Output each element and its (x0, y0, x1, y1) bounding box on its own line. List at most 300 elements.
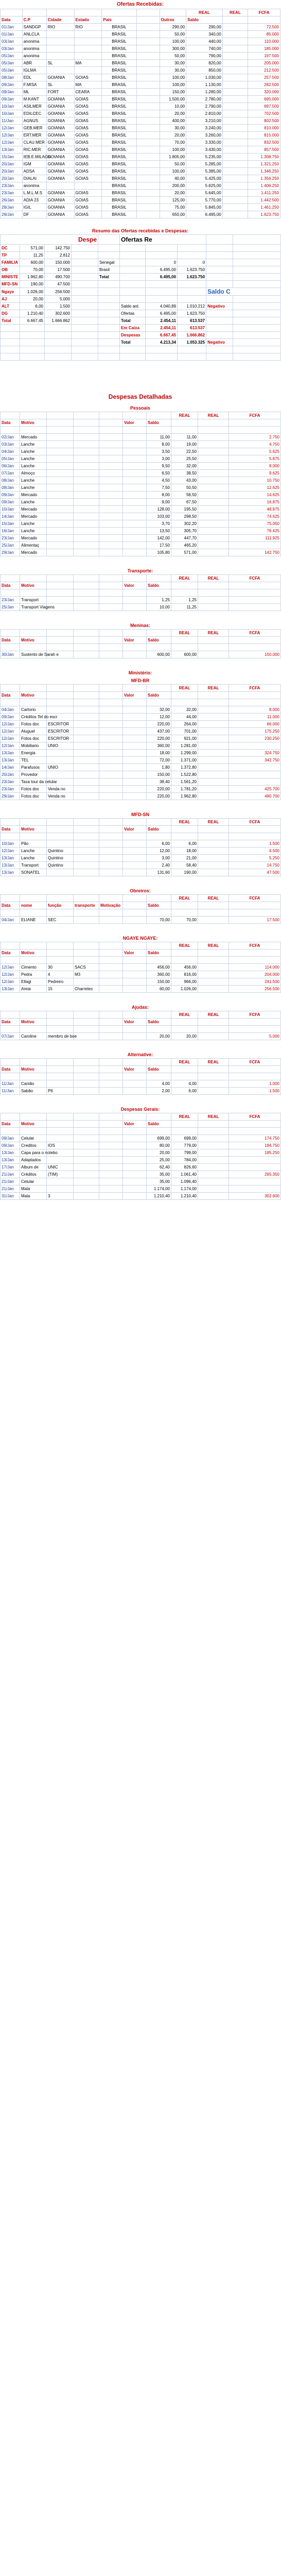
summary-row (1, 274, 281, 281)
offer-country: BRASIL (102, 60, 136, 67)
header-real-1: REAL (171, 942, 198, 950)
row-date: 12/Jan (1, 971, 20, 978)
summary-row (1, 259, 281, 266)
offer-date: 09/Jan (1, 81, 23, 89)
row-balance: 4,00 (171, 1080, 198, 1088)
summary-row (1, 245, 281, 252)
row-balance: 600,00 (171, 651, 198, 658)
offers-title: Ofertas Recebidas: (116, 2, 164, 7)
row-text (47, 757, 74, 764)
balance-status: Negativo (206, 303, 233, 310)
summary-expense-real: 20,00 (20, 296, 45, 303)
offer-date: 05/Jan (1, 67, 23, 74)
row-value: 32,00 (147, 706, 171, 714)
row-balance: 571,00 (171, 549, 198, 556)
row-text: Creditos (20, 1142, 47, 1149)
balance-status (206, 310, 233, 317)
row-fcfa (229, 742, 281, 750)
row-text: Sustento de Sarah e (20, 651, 47, 658)
offer-value: 30,00 (160, 67, 186, 74)
summary-row (1, 266, 281, 274)
summary-expense-real: 6,00 (20, 303, 45, 310)
row-balance: 70,00 (171, 917, 198, 924)
summary-row (1, 353, 281, 361)
pessoais-row (1, 484, 281, 492)
header-real-2: REAL (198, 575, 229, 582)
offers-row (1, 154, 280, 161)
row-text: Lanche (20, 455, 47, 463)
offer-city (46, 31, 74, 38)
offers-row (1, 24, 280, 31)
row-balance: 1.281,00 (171, 742, 198, 750)
row-text: Mercado (20, 535, 47, 542)
offers-row (1, 110, 280, 117)
offer-fcfa: 702.500 (248, 110, 280, 117)
ministerio-row (1, 742, 281, 750)
summary-row (1, 296, 281, 303)
header-real-2: REAL (198, 895, 229, 902)
summary-expense-label: FAMILIA (1, 259, 20, 266)
offer-value: 20,00 (160, 132, 186, 139)
row-text: UNIO (47, 742, 74, 750)
row-text: 3 (47, 1193, 74, 1200)
col-saldo: Saldo (147, 826, 171, 833)
header-fcfa: FCFA (229, 1011, 281, 1019)
offer-city: GOIANIA (46, 132, 74, 139)
row-date: 02/Jan (1, 434, 20, 441)
offer-value: 125,00 (160, 197, 186, 204)
row-fcfa: 5.250 (229, 855, 281, 862)
summary-offer-fcfa: 0 (178, 259, 206, 266)
offer-balance: 5.770,00 (186, 197, 223, 204)
offer-cp: ADSA (22, 168, 46, 175)
offers-row (1, 161, 280, 168)
header-fcfa: FCFA (229, 630, 281, 637)
header-real-1: REAL (171, 1011, 198, 1019)
offer-date: 29/Jan (1, 211, 23, 218)
gerais-row (1, 1171, 281, 1178)
balance-fcfa: 1.623.750 (178, 310, 206, 317)
row-value: 20,00 (147, 1149, 171, 1157)
offer-country: BRASIL (102, 132, 136, 139)
mfdsn-header-cols (1, 826, 281, 833)
row-date: 04/Jan (1, 706, 20, 714)
row-value: 62,40 (147, 1164, 171, 1171)
ngaye-header-cols (1, 950, 281, 957)
row-text: SONATEL (20, 869, 47, 876)
offer-city: GOIANIA (46, 211, 74, 218)
row-text: Fotos doc (20, 793, 47, 800)
row-value: 8,00 (147, 492, 171, 499)
row-text: Quintino (47, 848, 74, 855)
offer-balance: 1.030,00 (186, 74, 223, 81)
offer-value: 100,00 (160, 81, 186, 89)
row-fcfa: 16.875 (229, 499, 281, 506)
row-text: Almoço (20, 470, 47, 477)
row-fcfa: 1.500 (229, 840, 281, 848)
summary-row (1, 332, 281, 339)
col-nome: nome (20, 902, 47, 909)
row-fcfa: 111.925 (229, 535, 281, 542)
offer-fcfa: 1.623.750 (248, 211, 280, 218)
offer-country: BRASIL (102, 161, 136, 168)
offer-balance: 5.385,00 (186, 168, 223, 175)
offer-balance: 5.425,00 (186, 175, 223, 182)
offer-balance: 6.495,00 (186, 211, 223, 218)
offer-cp: ABR (22, 60, 46, 67)
summary-offer-label: Senegal (98, 259, 120, 266)
gerais-group (0, 1105, 280, 1200)
ministerio-header-currency (1, 685, 281, 692)
col-motivo: Motivo (20, 582, 47, 589)
row-text: Pão (20, 840, 47, 848)
col-data: Data (1, 16, 23, 24)
ministerio-group (0, 669, 280, 800)
offer-date: 12/Jan (1, 132, 23, 139)
row-text: Mercado (20, 506, 47, 513)
row-balance: 22,50 (171, 448, 198, 455)
row-text: Mercado (20, 492, 47, 499)
offer-fcfa: 1.411.250 (248, 190, 280, 197)
row-date: 29/Jan (1, 793, 20, 800)
col-cidade: Cidade (46, 16, 74, 24)
row-value: 72,00 (147, 757, 171, 764)
offer-state: GOIAS (74, 161, 102, 168)
row-date: 14/Jan (1, 513, 20, 520)
col-saldo: Saldo (147, 692, 171, 699)
offer-value: 50,00 (160, 161, 186, 168)
offer-state: MA (74, 81, 102, 89)
offers-row (1, 197, 280, 204)
row-date: 21/Jan (1, 1171, 20, 1178)
row-fcfa: 74.625 (229, 513, 281, 520)
gerais-row (1, 1142, 281, 1149)
row-value: 2,00 (147, 1088, 171, 1095)
offer-balance: 440,00 (186, 38, 223, 45)
offer-country: BRASIL (102, 211, 136, 218)
row-balance: 1.210,40 (171, 1193, 198, 1200)
row-balance: 1.096,40 (171, 1178, 198, 1185)
summary-offer-real: 0 (146, 259, 178, 266)
row-value: 35,00 (147, 1178, 171, 1185)
offer-city: SL (46, 60, 74, 67)
col-motivo: Motivo (20, 826, 47, 833)
row-value: 9,50 (147, 463, 171, 470)
row-value: 2,40 (147, 862, 171, 869)
header-real-1: REAL (171, 685, 198, 692)
offer-city: GOIANIA (46, 161, 74, 168)
row-date: 14/Jan (1, 764, 20, 771)
col-saldo: Saldo (147, 582, 171, 589)
offer-country: BRASIL (102, 154, 136, 161)
gerais-title: Despesas Gerais: (120, 1107, 160, 1112)
summary-expense-fcfa: 256.500 (45, 288, 72, 296)
summary-expense-real: 11,25 (20, 252, 45, 259)
summary-expense-fcfa: 302.600 (45, 310, 72, 317)
row-text: Lanche (20, 848, 47, 855)
col-pais: Pais (102, 16, 136, 24)
row-text: ESCRITOR (47, 735, 74, 742)
balance-fcfa: 1.666.862 (178, 332, 206, 339)
offer-date: 20/Jan (1, 175, 23, 182)
offers-row (1, 168, 280, 175)
offer-city: GOIANIA (46, 125, 74, 132)
balance-title (206, 288, 281, 296)
offer-city: GOIANIA (46, 175, 74, 182)
offer-value: 100,00 (160, 38, 186, 45)
ngaye-table (0, 942, 281, 993)
offer-state: CEARA (74, 89, 102, 96)
row-fcfa (229, 771, 281, 778)
row-value: 12,00 (147, 714, 171, 721)
row-fcfa: 114.000 (229, 964, 281, 971)
offer-value: 10,00 (160, 103, 186, 110)
row-balance: 6,00 (171, 840, 198, 848)
offer-cp: IEB.E.MILAGR (22, 154, 46, 161)
header-real-1: REAL (171, 575, 198, 582)
obreiros-header-currency (1, 895, 281, 902)
summary-title: Resumo das Ofertas recebidas e Despesas: (92, 228, 189, 233)
row-date: 03/Jan (1, 441, 20, 448)
col-motivo: Motivo (20, 1019, 47, 1026)
offer-date: 10/Jan (1, 103, 23, 110)
row-fcfa: 5.875 (229, 455, 281, 463)
alternative-group (0, 1050, 280, 1095)
row-balance: 44,00 (171, 714, 198, 721)
ministerio-row (1, 771, 281, 778)
row-value: 220,00 (147, 735, 171, 742)
header-real-2: REAL (198, 630, 229, 637)
offers-row (1, 31, 280, 38)
row-balance: 784,00 (171, 1157, 198, 1164)
offer-cp: SANDGP (22, 24, 46, 31)
col-motivo: Motivo (20, 419, 47, 427)
col-motivo: Motivo (20, 950, 47, 957)
row-text: Fotos doc (20, 721, 47, 728)
offers-row (1, 60, 280, 67)
gerais-header-cols (1, 1121, 281, 1128)
offer-date: 01/Jan (1, 24, 23, 31)
row-balance: 25,50 (171, 455, 198, 463)
header-real-2: REAL (198, 1011, 229, 1019)
offer-state: GOIAS (74, 168, 102, 175)
meninas-header-cols (1, 637, 281, 644)
balance-real: 4.040,89 (146, 303, 178, 310)
row-fcfa (229, 1185, 281, 1193)
header-real-1: REAL (171, 1113, 198, 1121)
offer-value: 650,00 (160, 211, 186, 218)
offer-date: 28/Jan (1, 204, 23, 211)
pessoais-row (1, 506, 281, 513)
offer-cp: anonima (22, 53, 46, 60)
row-date: 13/Jan (1, 757, 20, 764)
row-balance: 58,50 (171, 492, 198, 499)
summary-expense-real: 1.026,00 (20, 288, 45, 296)
summary-expense-label: ALT (1, 303, 20, 310)
ngaye-group (0, 934, 280, 993)
row-text: Album de (20, 1164, 47, 1171)
row-text: Areia (20, 986, 47, 993)
offer-date: 11/Jan (1, 117, 23, 125)
row-text: Cartorio (20, 706, 47, 714)
row-value: 70,00 (147, 917, 171, 924)
summary-offer-real: 6.495,00 (146, 266, 178, 274)
row-text: M3 (74, 971, 99, 978)
row-balance: 67,50 (171, 499, 198, 506)
row-text: IOS (47, 1142, 74, 1149)
row-text (47, 750, 74, 757)
row-balance: 11,25 (171, 604, 198, 611)
row-date: 30/Jan (1, 651, 20, 658)
row-text: Créditos Tel do escr (20, 714, 47, 721)
row-value: 20,00 (147, 1033, 171, 1040)
offer-fcfa: 205.000 (248, 60, 280, 67)
summary-row (1, 325, 281, 332)
row-fcfa (229, 764, 281, 771)
balance-label: Ofertas (120, 310, 146, 317)
offer-fcfa: 257.500 (248, 74, 280, 81)
offer-balance: 790,00 (186, 53, 223, 60)
offer-cp: anonima (22, 182, 46, 190)
offer-value: 400,00 (160, 117, 186, 125)
offer-state: GOIAS (74, 132, 102, 139)
row-value: 142,00 (147, 535, 171, 542)
offer-city: RIO (46, 24, 74, 31)
row-text: Pedra (20, 971, 47, 978)
col-saldo: Saldo (147, 1066, 171, 1073)
col-saldo: Saldo (147, 1019, 171, 1026)
balance-label: Total (120, 339, 146, 346)
col-motivo: Motivo (20, 692, 47, 699)
col-data: Data (1, 950, 20, 957)
row-fcfa: 150.000 (229, 651, 281, 658)
row-text: Capa para o notebo (20, 1149, 47, 1157)
row-text: Provedor (20, 771, 47, 778)
gerais-row (1, 1193, 281, 1200)
row-value: 18,00 (147, 750, 171, 757)
row-date: 09/Jan (1, 1135, 20, 1142)
transporte-header-currency (1, 575, 281, 582)
obreiros-group (0, 887, 280, 924)
col-data: Data (1, 1019, 20, 1026)
offer-value: 100,00 (160, 74, 186, 81)
col-data: Data (1, 419, 20, 427)
transporte-row (1, 604, 281, 611)
header-real-2: REAL (198, 685, 229, 692)
col-data: Data (1, 692, 20, 699)
row-text: Aluguel (20, 728, 47, 735)
offer-city (46, 53, 74, 60)
summary-row (1, 303, 281, 310)
row-text: Canião (20, 1080, 47, 1088)
row-text: Mercado (20, 549, 47, 556)
offer-balance: 1.280,00 (186, 89, 223, 96)
gerais-row (1, 1185, 281, 1193)
offer-value: 40,00 (160, 175, 186, 182)
row-text: Mala (20, 1193, 47, 1200)
summary-offer-label: Total (98, 274, 120, 281)
alternative-header-cols (1, 1066, 281, 1073)
offer-value: 100,00 (160, 146, 186, 154)
row-value: 220,00 (147, 793, 171, 800)
offer-state (74, 67, 102, 74)
offer-country: BRASIL (102, 67, 136, 74)
row-text: Mobiliario (20, 742, 47, 750)
offer-city (46, 67, 74, 74)
gerais-row (1, 1157, 281, 1164)
offer-value: 20,00 (160, 110, 186, 117)
row-value: 6,00 (147, 840, 171, 848)
offer-country: BRASIL (102, 125, 136, 132)
header-real-2: REAL (198, 1113, 229, 1121)
row-balance: 50,50 (171, 484, 198, 492)
offer-state: GOIAS (74, 125, 102, 132)
row-value: 4,00 (147, 1080, 171, 1088)
row-text: SACS (74, 964, 99, 971)
balance-real: 2.454,11 (146, 317, 178, 325)
col-motivo: Motivo (20, 637, 47, 644)
offer-value: 75,00 (160, 204, 186, 211)
balance-title-text: Saldo C (207, 288, 231, 295)
summary-expense-label: DG (1, 310, 20, 317)
offer-country: BRASIL (102, 110, 136, 117)
offer-state: GOIAS (74, 103, 102, 110)
col-data: Data (1, 582, 20, 589)
offer-date: 10/Jan (1, 110, 23, 117)
row-fcfa: 8.000 (229, 706, 281, 714)
row-fcfa: 1.000 (229, 1080, 281, 1088)
ngaye-row (1, 986, 281, 993)
offer-cp: IGIL (22, 204, 46, 211)
summary-row (1, 339, 281, 346)
row-text: Créditos (20, 1171, 47, 1178)
offer-date: 05/Jan (1, 60, 23, 67)
summary-row (1, 346, 281, 353)
pessoais-row (1, 448, 281, 455)
summary-expense-real: 600,00 (20, 259, 45, 266)
offer-fcfa: 72.500 (248, 24, 280, 31)
offer-cp: EDILCEC (22, 110, 46, 117)
offer-city: GOIANIA (46, 96, 74, 103)
row-balance: 921,00 (171, 735, 198, 742)
offer-balance: 2.780,00 (186, 96, 223, 103)
col-saldo: Saldo (147, 637, 171, 644)
row-text: Parafusos (20, 764, 47, 771)
offer-country: BRASIL (102, 45, 136, 53)
row-fcfa: 230.250 (229, 735, 281, 742)
summary-expense-label: OB (1, 266, 20, 274)
row-value: 7,50 (147, 484, 171, 492)
row-fcfa (229, 604, 281, 611)
offer-city: FORT (46, 89, 74, 96)
row-balance: 1.174,00 (171, 1185, 198, 1193)
ajudas-row (1, 1033, 281, 1040)
offer-value: 150,00 (160, 89, 186, 96)
summary-table (0, 234, 281, 361)
offer-balance: 3.260,00 (186, 132, 223, 139)
balance-label: Saldo ant. (120, 303, 146, 310)
header-real-1: REAL (171, 1059, 198, 1066)
pessoais-group (0, 404, 280, 556)
row-text: Transport (20, 862, 47, 869)
transporte-header-cols (1, 582, 281, 589)
row-fcfa: 490.700 (229, 793, 281, 800)
row-text: Lanche (20, 477, 47, 484)
row-fcfa (229, 1157, 281, 1164)
meninas-header-currency (1, 630, 281, 637)
offer-balance: 3.210,00 (186, 117, 223, 125)
offers-row (1, 190, 280, 197)
